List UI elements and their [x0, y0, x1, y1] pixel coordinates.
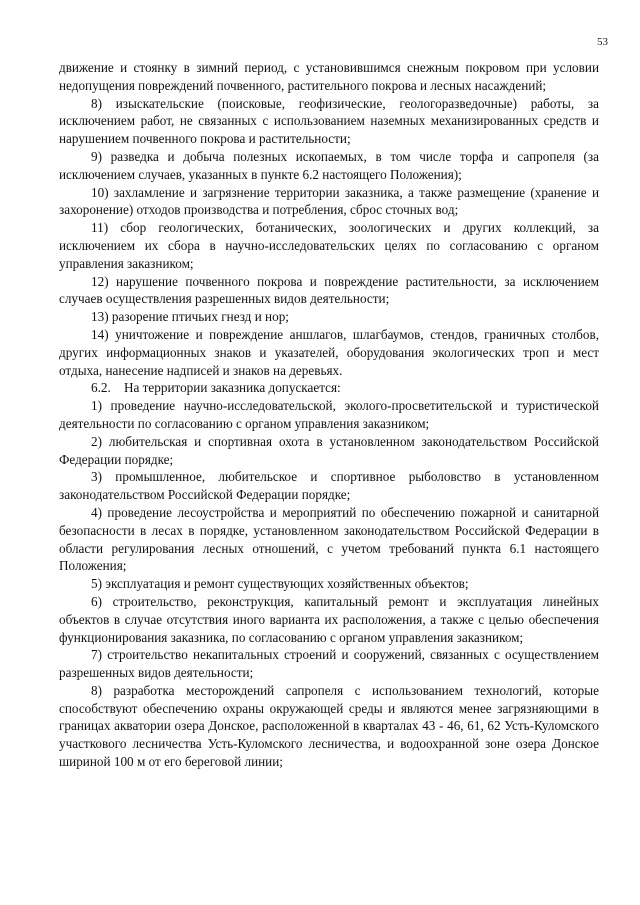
paragraph-item-10: 10) захламление и загрязнение территории заказника, а также размещение (хранение и захоронение) отходов производства и потребления, сброс сточных вод;: [59, 184, 599, 218]
paragraph-allowed-7: 7) строительство некапитальных строений и сооружений, связанных с осуществлением разрешенных видов деятельности;: [59, 647, 599, 681]
paragraph-allowed-1: 1) проведение научно-исследовательской, эколого-просветительской и туристической деятельности по согласованию с органом управления заказником;: [59, 398, 599, 431]
page-number: 53: [597, 36, 608, 48]
paragraph-item-14: 14) уничтожение и повреждение аншлагов, шлагбаумов, стендов, граничных столбов, других информационных знаков и указателей, оборудования экологических троп и мест отдыха, нанесение надписей и знаков на деревьях.: [59, 326, 599, 378]
paragraph-item-12: 12) нарушение почвенного покрова и повреждение растительности, за исключением случаев осуществления разрешенных видов деятельности;: [59, 273, 599, 307]
document-body: [59, 59, 599, 771]
paragraph-continuation: движение и стоянку в зимний период, с установившимся снежным покровом при условии недопущения повреждений почвенного, растительного покрова и лесных насаждений;: [59, 60, 599, 93]
paragraph-item-11: 11) сбор геологических, ботанических, зоологических и других коллекций, за исключением их сбора в научно-исследовательских целях по согласованию с органом управления заказником;: [59, 220, 599, 271]
paragraph-allowed-2: 2) любительская и спортивная охота в установленном законодательством Российской Федерации порядке;: [59, 433, 599, 467]
section-heading-6-2: 6.2. На территории заказника допускается:: [91, 380, 341, 396]
paragraph-item-8: 8) изыскательские (поисковые, геофизические, геологоразведочные) работы, за исключением работ, не связанных с использованием наземных механизированных средств и нарушением почвенного покрова и растительности;: [59, 95, 599, 147]
paragraph-allowed-6: 6) строительство, реконструкция, капитальный ремонт и эксплуатация линейных объектов в случае отсутствия иного варианта их расположения, а также с целью обеспечения функционирования заказника, по согласованию с органом управления заказником;: [59, 593, 599, 645]
paragraph-allowed-4: 4) проведение лесоустройства и мероприятий по обеспечению пожарной и санитарной безопасности в лесах в порядке, установленном законодательством Российской Федерации в области регулирования лесных отношений, с учетом требований пункта 6.1 настоящего Положения;: [59, 504, 599, 574]
paragraph-allowed-3: 3) промышленное, любительское и спортивное рыболовство в установленном законодательством Российской Федерации порядке;: [59, 469, 599, 503]
paragraph-item-13: 13) разорение птичьих гнезд и нор;: [91, 309, 289, 325]
paragraph-item-9: 9) разведка и добыча полезных ископаемых, в том числе торфа и сапропеля (за исключением случаев, указанных в пункте 6.2 настоящего Положения);: [59, 148, 599, 182]
paragraph-allowed-8: 8) разработка месторождений сапропеля с использованием технологий, которые способствуют обеспечению охраны окружающей среды и являются менее загрязняющими в границах акватории озера Донское, расположенной в кварталах 43 - 46, 61, 62 Усть-Куломского участкового лесничества Усть-Куломского лесничества, и водоохранной зоне озера Донское шириной 100 м от его береговой линии;: [59, 682, 599, 770]
paragraph-allowed-5: 5) эксплуатация и ремонт существующих хозяйственных объектов;: [91, 576, 469, 592]
